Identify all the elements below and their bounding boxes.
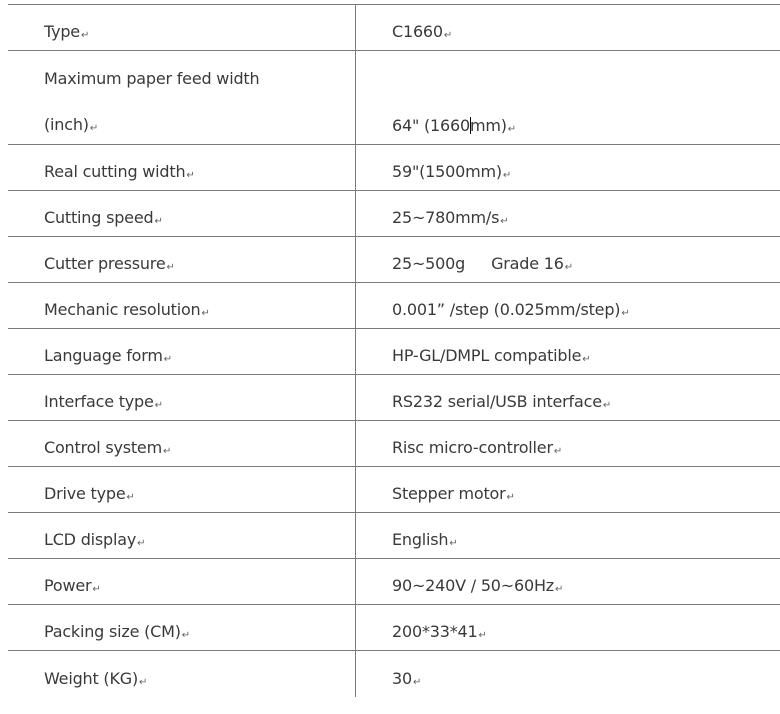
row-label: Mechanic resolution [44, 300, 201, 319]
row-value-cell[interactable] [356, 51, 780, 145]
row-label-cell [8, 191, 356, 237]
row-label-cell [8, 51, 356, 145]
row-label-cell [8, 283, 356, 329]
row-label-cell [8, 559, 356, 605]
row-label: Cutting speed [44, 208, 154, 227]
paragraph-mark-icon: ↵ [163, 354, 172, 365]
table-row [8, 605, 780, 651]
row-value: English [392, 530, 449, 549]
table-row [8, 191, 780, 237]
table-row [8, 5, 780, 51]
paragraph-mark-icon: ↵ [412, 676, 422, 688]
paragraph-mark-icon: ↵ [80, 30, 90, 41]
row-label-line [44, 51, 355, 97]
row-value: 30 [392, 668, 412, 688]
row-label-cell [8, 5, 356, 51]
row-label-cell [8, 145, 356, 191]
row-value: 25~500g [392, 254, 466, 273]
row-value: mm) [469, 116, 507, 135]
row-value: Risc micro-controller [392, 438, 553, 457]
paragraph-mark-icon: ↵ [554, 584, 564, 595]
row-value: 0.001” /step (0.025mm/step) [392, 300, 621, 319]
row-value: Grade 16 [491, 254, 564, 273]
paragraph-mark-icon: ↵ [502, 170, 512, 181]
paragraph-mark-icon: ↵ [500, 216, 509, 227]
paragraph-mark-icon: ↵ [126, 492, 135, 503]
row-value-cell [356, 513, 780, 559]
row-label-cell [8, 375, 356, 421]
row-value: Stepper motor [392, 484, 506, 503]
table-row [8, 375, 780, 421]
paragraph-mark-icon: ↵ [89, 123, 98, 134]
spec-table [8, 4, 780, 697]
row-label-cell [8, 237, 356, 283]
paragraph-mark-icon: ↵ [443, 30, 453, 41]
row-value: 25~780mm/s [392, 208, 500, 227]
paragraph-mark-icon: ↵ [139, 676, 148, 688]
row-label: Power [44, 576, 92, 595]
table-row [8, 513, 780, 559]
row-label: Control system [44, 438, 162, 457]
paragraph-mark-icon: ↵ [564, 262, 573, 273]
row-value: 200*33*41 [392, 622, 478, 641]
row-label: (inch) [44, 115, 89, 134]
paragraph-mark-icon: ↵ [449, 538, 458, 549]
row-value: RS232 serial/USB interface [392, 392, 602, 411]
row-value-cell [356, 605, 780, 651]
paragraph-mark-icon: ↵ [137, 538, 146, 549]
paragraph-mark-icon: ↵ [166, 262, 175, 273]
row-label: Packing size (CM) [44, 622, 181, 641]
row-label-cell [8, 467, 356, 513]
paragraph-mark-icon: ↵ [478, 630, 487, 641]
row-label: Drive type [44, 484, 126, 503]
row-label-cell [8, 421, 356, 467]
row-label-cell [8, 513, 356, 559]
table-row [8, 421, 780, 467]
paragraph-mark-icon: ↵ [582, 354, 591, 365]
row-label-cell [8, 651, 356, 697]
row-value-cell [356, 283, 780, 329]
row-value-cell [356, 237, 780, 283]
paragraph-mark-icon: ↵ [162, 446, 172, 457]
paragraph-mark-icon: ↵ [507, 124, 516, 135]
paragraph-mark-icon: ↵ [186, 170, 195, 181]
row-value-cell [356, 421, 780, 467]
table-row [8, 51, 780, 145]
paragraph-mark-icon: ↵ [621, 308, 630, 319]
row-label: Real cutting width [44, 162, 186, 181]
paragraph-mark-icon: ↵ [154, 216, 163, 227]
row-label: LCD display [44, 530, 137, 549]
row-value-cell [356, 559, 780, 605]
row-value: 90~240V / 50~60Hz [392, 576, 554, 595]
paragraph-mark-icon: ↵ [506, 492, 515, 503]
row-label: Language form [44, 346, 163, 365]
row-value: HP-GL/DMPL compatible [392, 346, 582, 365]
row-value-cell [356, 467, 780, 513]
row-value-cell [356, 651, 780, 697]
paragraph-mark-icon: ↵ [154, 400, 163, 411]
table-row [8, 145, 780, 191]
table-row [8, 559, 780, 605]
table-row [8, 467, 780, 513]
row-label: Cutter pressure [44, 254, 166, 273]
paragraph-mark-icon: ↵ [553, 446, 563, 457]
row-value-cell [356, 329, 780, 375]
row-value: C1660 [392, 22, 443, 41]
paragraph-mark-icon: ↵ [181, 630, 190, 641]
paragraph-mark-icon: ↵ [602, 400, 612, 411]
row-label: Maximum paper feed width [44, 69, 260, 88]
row-value-cell [356, 191, 780, 237]
paragraph-mark-icon: ↵ [92, 584, 101, 595]
row-value: 59"(1500mm) [392, 162, 502, 181]
row-label: Type [44, 22, 80, 41]
row-label-line [44, 97, 355, 143]
table-row [8, 283, 780, 329]
row-value-cell [356, 375, 780, 421]
row-label-cell [8, 329, 356, 375]
table-row [8, 651, 780, 697]
table-row [8, 237, 780, 283]
row-label-cell [8, 605, 356, 651]
row-value: 64" (1660 [392, 116, 470, 135]
row-value-cell [356, 5, 780, 51]
row-label: Interface type [44, 392, 154, 411]
table-row [8, 329, 780, 375]
row-value-cell [356, 145, 780, 191]
row-label: Weight (KG) [44, 668, 139, 688]
paragraph-mark-icon: ↵ [201, 308, 210, 319]
